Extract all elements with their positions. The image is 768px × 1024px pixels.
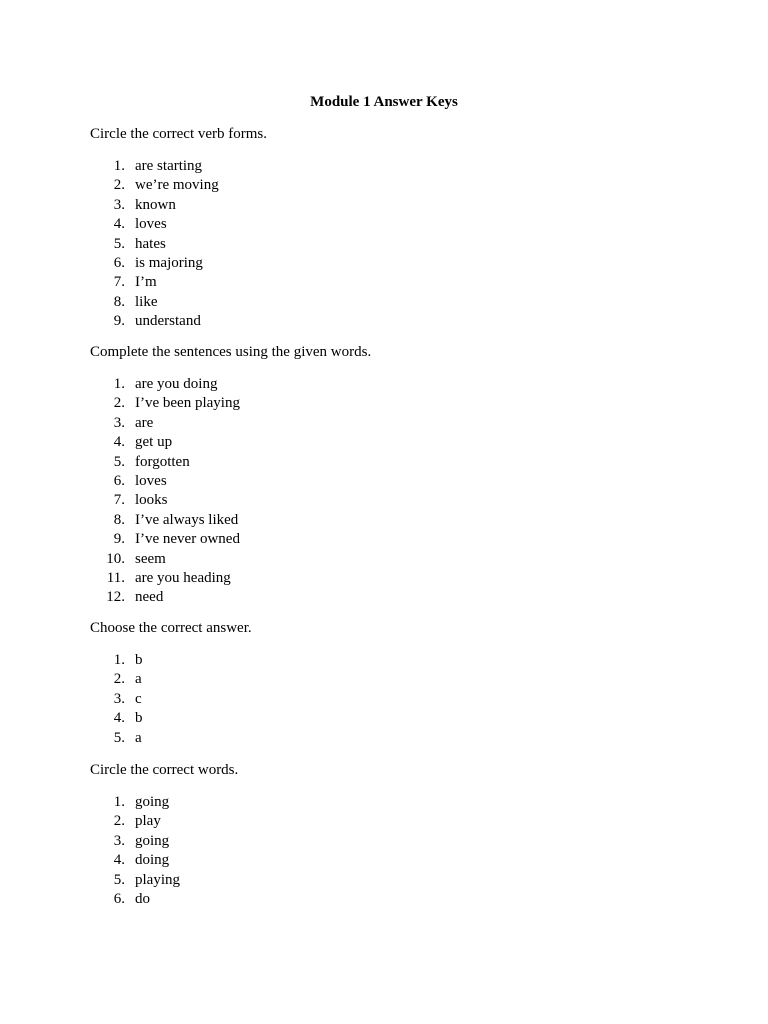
item-number: 2. bbox=[113, 671, 125, 688]
list-item bbox=[90, 312, 690, 331]
answer-text: are bbox=[135, 414, 154, 431]
item-number: 2. bbox=[113, 177, 125, 194]
section-circle-words bbox=[90, 761, 690, 909]
list-item bbox=[90, 812, 690, 831]
item-number: 8. bbox=[113, 293, 125, 310]
item-number: 1. bbox=[113, 794, 125, 810]
section-instruction: Circle the correct words. bbox=[90, 762, 239, 778]
item-number: 5. bbox=[113, 871, 125, 888]
list-item bbox=[90, 588, 690, 607]
list-item bbox=[90, 890, 690, 909]
answer-text: are you heading bbox=[135, 569, 231, 586]
answer-text: are you doing bbox=[135, 376, 218, 392]
list-item bbox=[90, 453, 690, 472]
answer-text: going bbox=[135, 832, 170, 849]
answer-text: forgotten bbox=[135, 453, 190, 470]
answer-text: get up bbox=[135, 434, 173, 451]
item-number: 9. bbox=[113, 531, 125, 548]
list-item bbox=[90, 569, 690, 588]
list-item bbox=[90, 550, 690, 569]
item-number: 4. bbox=[113, 852, 125, 869]
answer-text: play bbox=[135, 813, 161, 830]
answer-text: a bbox=[135, 671, 142, 688]
list-item bbox=[90, 832, 690, 851]
item-number: 7. bbox=[113, 274, 125, 291]
item-number: 1. bbox=[113, 158, 125, 174]
item-number: 5. bbox=[113, 235, 125, 252]
item-number: 5. bbox=[113, 729, 125, 746]
answer-text: looks bbox=[135, 492, 168, 509]
answer-text: we’re moving bbox=[135, 177, 219, 194]
list-item bbox=[90, 729, 690, 748]
section-instruction: Circle the correct verb forms. bbox=[90, 126, 268, 142]
list-item bbox=[90, 414, 690, 433]
list-item bbox=[90, 433, 690, 452]
item-number: 6. bbox=[113, 254, 125, 271]
answer-text: known bbox=[135, 196, 176, 213]
section-instruction: Complete the sentences using the given words. bbox=[90, 344, 372, 360]
item-number: 3. bbox=[113, 832, 125, 849]
list-item bbox=[90, 871, 690, 890]
item-number: 7. bbox=[113, 492, 125, 509]
answer-text: playing bbox=[135, 871, 180, 888]
list-item bbox=[90, 690, 690, 709]
item-number: 1. bbox=[113, 652, 125, 668]
list-item bbox=[90, 670, 690, 689]
item-number: 6. bbox=[113, 472, 125, 489]
answer-text: I’ve always liked bbox=[135, 511, 239, 528]
item-number: 1. bbox=[113, 376, 125, 392]
list-item bbox=[90, 511, 690, 530]
item-number: 3. bbox=[113, 690, 125, 707]
item-number: 3. bbox=[113, 414, 125, 431]
answer-text: b bbox=[135, 710, 143, 727]
item-number: 2. bbox=[113, 395, 125, 412]
answer-text: loves bbox=[135, 472, 167, 489]
item-number: 9. bbox=[113, 313, 125, 330]
answer-text: loves bbox=[135, 216, 167, 233]
list-item bbox=[90, 394, 690, 413]
list-item bbox=[90, 793, 690, 812]
answer-text: I’ve never owned bbox=[135, 531, 240, 548]
document-title: Module 1 Answer Keys bbox=[310, 94, 458, 110]
answer-text: hates bbox=[135, 235, 166, 252]
list-item bbox=[90, 491, 690, 510]
answer-text: understand bbox=[135, 313, 201, 330]
answer-text: c bbox=[135, 690, 142, 707]
answer-text: seem bbox=[135, 550, 166, 567]
answer-list bbox=[90, 375, 690, 608]
answer-list bbox=[90, 651, 690, 748]
answer-text: like bbox=[135, 293, 158, 310]
item-number: 12. bbox=[106, 589, 125, 606]
answer-text: a bbox=[135, 729, 142, 746]
list-item bbox=[90, 709, 690, 728]
item-number: 4. bbox=[113, 710, 125, 727]
list-item bbox=[90, 273, 690, 292]
list-item bbox=[90, 235, 690, 254]
answer-text: are starting bbox=[135, 158, 203, 174]
answer-text: I’ve been playing bbox=[135, 395, 240, 412]
item-number: 11. bbox=[106, 569, 125, 586]
item-number: 8. bbox=[113, 511, 125, 528]
answer-list bbox=[90, 793, 690, 909]
item-number: 3. bbox=[113, 196, 125, 213]
list-item bbox=[90, 851, 690, 870]
answer-text: b bbox=[135, 652, 143, 668]
answer-text: going bbox=[135, 794, 170, 810]
list-item bbox=[90, 472, 690, 491]
list-item bbox=[90, 254, 690, 273]
list-item bbox=[90, 530, 690, 549]
answer-text: I’m bbox=[135, 274, 157, 291]
list-item bbox=[90, 375, 690, 394]
section-verb-forms bbox=[90, 125, 690, 332]
item-number: 10. bbox=[106, 550, 125, 567]
item-number: 5. bbox=[113, 453, 125, 470]
list-item bbox=[90, 651, 690, 670]
section-instruction: Choose the correct answer. bbox=[90, 620, 252, 636]
list-item bbox=[90, 293, 690, 312]
answer-text: is majoring bbox=[135, 254, 203, 271]
item-number: 2. bbox=[113, 813, 125, 830]
answer-list bbox=[90, 157, 690, 332]
list-item bbox=[90, 196, 690, 215]
item-number: 4. bbox=[113, 434, 125, 451]
section-choose-answer bbox=[90, 619, 690, 748]
section-complete-sentences bbox=[90, 343, 690, 608]
answer-text: need bbox=[135, 589, 164, 606]
answer-text: do bbox=[135, 890, 150, 907]
item-number: 6. bbox=[113, 890, 125, 907]
list-item bbox=[90, 157, 690, 176]
item-number: 4. bbox=[113, 216, 125, 233]
list-item bbox=[90, 215, 690, 234]
answer-text: doing bbox=[135, 852, 170, 869]
list-item bbox=[90, 176, 690, 195]
